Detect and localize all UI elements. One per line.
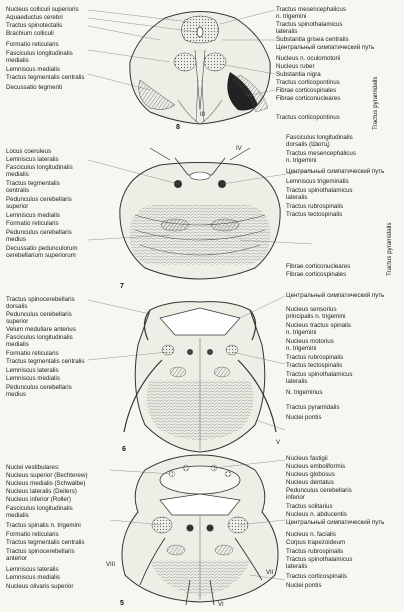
label: Nucleus n. facialis [286, 531, 336, 538]
label: Tractus rubrospinalis [286, 354, 344, 361]
label: medius [6, 391, 26, 398]
label: Tractus spinothalamicus [286, 371, 353, 378]
label: Tractus rubrospinalis [286, 203, 344, 210]
label: medius [6, 236, 26, 243]
label: n. trigemini [286, 345, 317, 352]
label: Corpus trapezoideum [286, 539, 346, 546]
label: Tractus spinalis n. trigemini [6, 522, 81, 529]
label: Tractus tegmentalis centralis [6, 539, 85, 546]
cranial-nerve-label: VII [266, 570, 274, 576]
label: Fasciculus longitudinalis [6, 334, 73, 341]
label: Центральный симпатический путь [286, 168, 385, 175]
label: Fibrae corticonucleares [286, 263, 351, 270]
label: Lemniscus lateralis [6, 566, 59, 573]
label: Tractus spinocerebellaris [6, 548, 75, 555]
label: Nucleus lateralis (Deiters) [6, 488, 77, 495]
label: lateralis [286, 378, 308, 385]
label: dorsalis (Шютц) [286, 141, 330, 148]
label: Tractus corticopontinus [276, 79, 340, 86]
label: dorsalis [6, 303, 28, 310]
label: inferior [286, 494, 305, 501]
label: Formatio reticularis [6, 220, 59, 227]
label: Nucleus motorius [286, 338, 334, 345]
label: Pedunculus cerebellaris [6, 311, 72, 318]
label: Nuclei pontis [286, 582, 322, 589]
section-number: 8 [176, 124, 180, 131]
label: Tractus spinothalamicus [286, 187, 353, 194]
label: Nucleus inferior (Roller) [6, 496, 71, 503]
label: Decussatio tegmenti [6, 84, 63, 91]
section-5-drawing [122, 455, 278, 605]
label: Tractus corticospinalis [286, 573, 347, 580]
label: medialis [6, 341, 29, 348]
label: Lemniscus medialis [6, 66, 60, 73]
label: Tractus spinothalamicus [276, 21, 343, 28]
label: anterior [6, 555, 27, 562]
label: centralis [6, 187, 30, 194]
label: Pedunculus cerebellaris [6, 229, 72, 236]
label: Центральный симпатический путь [286, 292, 385, 299]
label: principalis n. trigemini [286, 313, 346, 320]
cranial-nerve-label: IV [236, 146, 242, 152]
section-8-drawing [130, 12, 270, 125]
section-6-drawing [124, 302, 276, 452]
label: Decussatio pedunculorum [6, 245, 78, 252]
label: Tractus mesencephalicus [276, 6, 346, 13]
label: Substantia nigra [276, 71, 321, 78]
label: Nucleus dentatus [286, 479, 334, 486]
label: Lemniscus medialis [6, 574, 60, 581]
label: Fibrae corticonucleares [276, 95, 341, 102]
label: Nucleus colliculi superioris [6, 6, 79, 13]
label: Tractus corticopontinus [276, 114, 340, 121]
label: Nucleus olivaris superior [6, 583, 74, 590]
label: Pedunculus cerebellaris [6, 196, 72, 203]
label: Tractus tegmentalis centralis [6, 74, 85, 81]
label: medialis [6, 171, 29, 178]
cranial-nerve-label: III [200, 112, 206, 118]
section-number: 5 [120, 600, 124, 607]
label: Lemniscus medialis [6, 375, 60, 382]
label: Tractus tegmentalis centralis [6, 358, 85, 365]
label: Tractus spinotectalis [6, 22, 63, 29]
vertical-label: Tractus pyramidalis [372, 76, 379, 130]
label: Nucleus medialis (Schwalbe) [6, 480, 86, 487]
label: Nucleus sensorius [286, 306, 337, 313]
cranial-nerve-label: V [276, 440, 281, 446]
label: Locus coeruleus [6, 148, 52, 155]
vertical-label: Tractus pyramidalis [386, 222, 393, 276]
label: Fibrae corticospinales [286, 271, 347, 278]
label: Fasciculus longitudinalis [6, 164, 73, 171]
label: Fasciculus longitudinalis [6, 505, 73, 512]
label: Formatio reticularis [6, 350, 59, 357]
label: n. trigemini [276, 13, 307, 20]
section-7-drawing [120, 148, 280, 279]
label: Fasciculus longitudinalis [286, 134, 353, 141]
label: medialis [6, 57, 29, 64]
label: lateralis [286, 563, 308, 570]
label: Velum medullare anterius [6, 326, 76, 333]
label: cerebellarium superiorum [6, 252, 76, 259]
label: Nucleus ruber [276, 63, 315, 70]
label: Lemniscus medialis [6, 212, 60, 219]
label: n. trigemini [286, 157, 317, 164]
label: Lemniscus lateralis [6, 156, 59, 163]
label: Nuclei pontis [286, 414, 322, 421]
label: Tractus pyramidalis [286, 404, 340, 411]
label: Formatio reticularis [6, 531, 59, 538]
label: Tractus tegmentalis [6, 180, 60, 187]
label: N. trigeminus [286, 389, 323, 396]
cranial-nerve-label: VIII [106, 562, 116, 568]
label: n. trigemini [286, 329, 317, 336]
label: Brachium colliculi [6, 30, 54, 37]
label: Tractus rubrospinalis [286, 548, 344, 555]
label: Tractus tectospinalis [286, 211, 343, 218]
section-number: 7 [120, 283, 124, 290]
label: Substantia grisea centralis [276, 36, 349, 43]
label: lateralis [286, 194, 308, 201]
label: Nucleus n. abducentis [286, 511, 347, 518]
label: Lemniscus lateralis [6, 367, 59, 374]
section-number: 6 [122, 446, 126, 453]
label: Tractus tectospinalis [286, 362, 343, 369]
label: Tractus solitarius [286, 503, 333, 510]
label: Nucleus emboliformis [286, 463, 346, 470]
label: Pedunculus cerebellaris [286, 487, 352, 494]
cranial-nerve-label: VI [218, 602, 224, 608]
label: Fibrae corticospinales [276, 87, 337, 94]
label: Nucleus n. oculomotorii [276, 55, 341, 62]
label: Tractus spinocerebellaris [6, 296, 75, 303]
label: Nucleus superior (Bechterew) [6, 472, 88, 479]
label: Formatio reticularis [6, 41, 59, 48]
label: superior [6, 318, 29, 325]
label: Nuclei vestibulares: [6, 464, 60, 471]
label: Tractus mesencephalicus [286, 150, 356, 157]
label: superior [6, 203, 29, 210]
label: lateralis [276, 28, 298, 35]
label: Pedunculus cerebellaris [6, 384, 72, 391]
label: Центральный симпатический путь [276, 44, 375, 51]
label: Nucleus globosus [286, 471, 335, 478]
label: Aquaeductus cerebri [6, 14, 63, 21]
label: Tractus spinothalamicus [286, 556, 353, 563]
label: Центральный симпатический путь [286, 519, 385, 526]
label: Fasciculus longitudinalis [6, 50, 73, 57]
label: Nucleus tractus spinalis [286, 322, 351, 329]
label: medialis [6, 512, 29, 519]
label: Nucleus fastigii [286, 455, 328, 462]
label: Lemniscus trigeminalis [286, 178, 349, 185]
